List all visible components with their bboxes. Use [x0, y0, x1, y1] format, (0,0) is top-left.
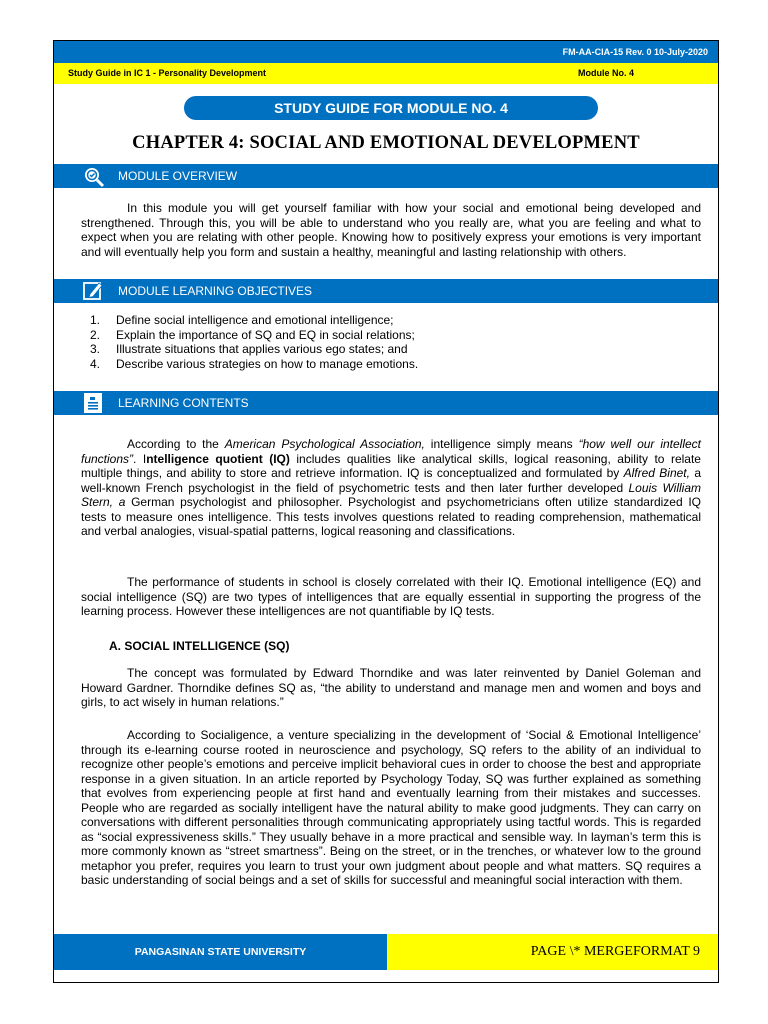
overview-paragraph: In this module you will get yourself familiar with how your social and emotional being developed and strengthened. Through this, you will be able to understand who you really are, what you are feeling and what to expect when you are relating with other people. Knowing how to positively express your emotions is very important and will eventually help you form and sustain a healthy, meaningful and lasting relationship with others. — [81, 201, 701, 259]
learning-contents-heading: LEARNING CONTENTS — [118, 396, 249, 410]
list-item: 4. Describe various strategies on how to manage emotions. — [90, 356, 419, 371]
guide-header-bar — [54, 63, 718, 84]
list-item: 1. Define social intelligence and emotional intelligence; — [90, 313, 394, 327]
document-icon — [81, 391, 105, 415]
chapter-title: CHAPTER 4: SOCIAL AND EMOTIONAL DEVELOPMENT — [132, 133, 640, 153]
socialigence-paragraph: According to Socialigence, a venture specializing in the development of ‘Social & Emotional Intelligence’ through its e-learning course rooted in neuroscience and psychology, SQ refers to the ability of an individual to recognize other people’s emotions and perceive implicit behavioral cues in order to choose the best and appropriate response in a given situation. In an article reported by Psychology Today, SQ was further explained as something that evolves from experiencing people at first hand and eventually learning from their mistakes and successes. People who are regarded as socially intelligent have the natural ability to make good judgments. They can carry on conversations with different personalities through communicating appropriately using tactful words. This is regarded as “social expressiveness skills.” They usually behave in a more practical and sensible way. In layman’s term this is more commonly known as “street smartness”. Being on the street, or in the trenches, or whatever low to the ground metaphor you prefer, requires you learn to trust your own judgment about people and what matters. SQ requires a basic understanding of social beings and a set of skills for successful and meaningful social interaction with them. — [81, 728, 701, 887]
thorndike-paragraph: The concept was formulated by Edward Thorndike and was later reinvented by Daniel Goleman and Howard Gardner. Thorndike defines SQ as, “the ability to understand and manage men and women and boys and girls, to act wisely in human relations.” — [81, 666, 701, 709]
objectives-list — [81, 313, 701, 371]
study-guide-banner: STUDY GUIDE FOR MODULE NO. 4 — [184, 96, 598, 120]
edit-icon — [81, 279, 105, 303]
footer-page-number: PAGE \* MERGEFORMAT 9 — [387, 934, 718, 970]
magnifier-icon — [81, 164, 105, 188]
eq-sq-paragraph: The performance of students in school is closely correlated with their IQ. Emotional intelligence (EQ) and social intelligence (SQ) are two types of intelligences that are equally essential in supporting the progress of the learning process. However these intelligences are not quantifiable by IQ tests. — [81, 575, 701, 618]
document-page — [53, 40, 719, 983]
learning-contents-bar — [54, 391, 718, 415]
module-overview-heading: MODULE OVERVIEW — [118, 169, 238, 183]
module-number: Module No. 4 — [578, 68, 634, 78]
list-item: 2. Explain the importance of SQ and EQ in social relations; — [90, 327, 415, 342]
list-item: 3. Illustrate situations that applies various ego states; and — [90, 342, 408, 356]
footer-university: PANGASINAN STATE UNIVERSITY — [54, 934, 387, 970]
section-subheading: A. SOCIAL INTELLIGENCE (SQ) — [109, 639, 290, 653]
document-code: FM-AA-CIA-15 Rev. 0 10-July-2020 — [54, 41, 718, 63]
learning-objectives-bar — [54, 279, 718, 303]
guide-title: Study Guide in IC 1 - Personality Development — [68, 68, 267, 78]
iq-paragraph: According to the American Psychological Association, intelligence simply means “how well our intellect functions”. Intelligence quotient (IQ) includes qualities like analytical skills, logical reasoning, ability to relate multiple things, and ability to store and retrieve information. IQ is conceptualized and formulated by Alfred Binet, a well-known French psychologist in the field of psychometric tests and then later further developed Louis William Stern, a German psychologist and philosopher. Psychologist and psychometricians often utilize standardized IQ tests to measure ones intelligence. This tests involves questions related to reading comprehension, mathematical and verbal analogies, visual-spatial patterns, logical reasoning and classifications. — [81, 437, 702, 538]
module-overview-bar — [54, 164, 718, 188]
learning-objectives-heading: MODULE LEARNING OBJECTIVES — [118, 284, 313, 298]
